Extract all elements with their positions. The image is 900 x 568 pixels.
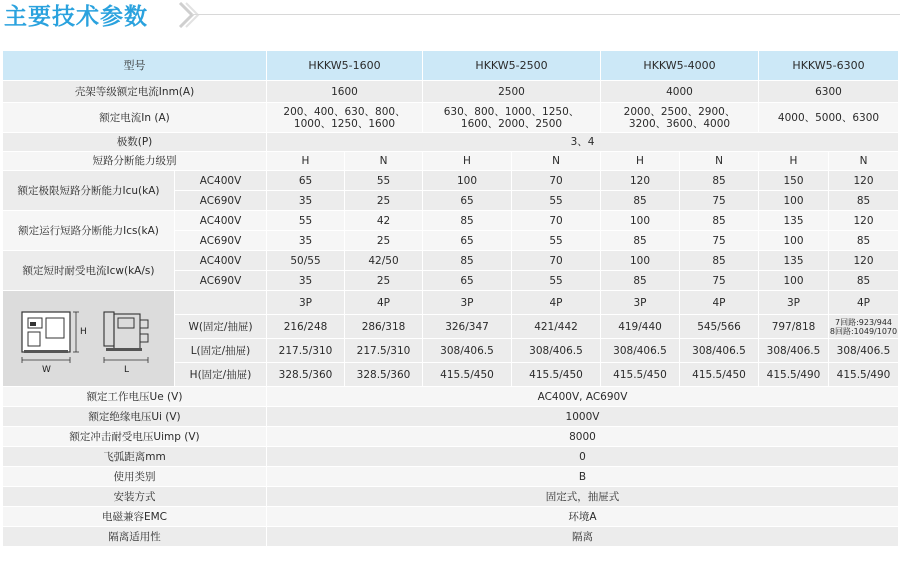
value-cell: 100	[423, 171, 512, 191]
value-cell: 120	[829, 251, 899, 271]
row-label: 额定极限短路分断能力Icu(kA)	[3, 171, 175, 211]
value-cell: 326/347	[423, 315, 512, 339]
table-row-arc	[3, 447, 899, 467]
value-cell: 70	[512, 171, 601, 191]
value-cell: 85	[680, 251, 759, 271]
value-cell: 100	[759, 231, 829, 251]
value-cell: 75	[680, 231, 759, 251]
row-label: 使用类别	[3, 467, 267, 487]
value-cell: H	[423, 152, 512, 171]
line: 630、800、1000、1250、	[443, 105, 580, 118]
dim-w-label: W	[41, 365, 51, 375]
value-cell: 3、4	[267, 133, 899, 152]
table-row-mounting	[3, 487, 899, 507]
value-cell: 4000	[601, 81, 759, 103]
dim-row-label: L(固定/抽屉)	[175, 339, 267, 363]
row-label: 额定电流In (A)	[3, 103, 267, 133]
row-label: 额定绝缘电压Ui (V)	[3, 407, 267, 427]
value-cell: H	[759, 152, 829, 171]
value-cell: N	[345, 152, 423, 171]
value-cell: 415.5/490	[759, 363, 829, 387]
value-cell: 85	[601, 231, 680, 251]
value-cell: 150	[759, 171, 829, 191]
line: 1600、2000、2500	[460, 117, 563, 130]
table-row-icu-400	[3, 171, 899, 191]
voltage-label: AC400V	[175, 171, 267, 191]
value-cell: 85	[601, 191, 680, 211]
value-cell: 固定式，抽屉式	[267, 487, 899, 507]
value-cell: 85	[423, 251, 512, 271]
table-row-poles	[3, 133, 899, 152]
breaker-dimension-drawing	[14, 294, 164, 380]
row-label: 额定短时耐受电流Icw(kA/s)	[3, 251, 175, 291]
voltage-label: AC400V	[175, 251, 267, 271]
value-cell: 286/318	[345, 315, 423, 339]
value-cell: 308/406.5	[759, 339, 829, 363]
model-4000: HKKW5-4000	[601, 51, 759, 81]
table-row-emc	[3, 507, 899, 527]
value-cell: 55	[267, 211, 345, 231]
row-label: 壳架等级额定电流Inm(A)	[3, 81, 267, 103]
value-cell: 415.5/450	[512, 363, 601, 387]
chevron-decoration-icon	[178, 2, 200, 32]
section-title: 主要技术参数	[4, 4, 148, 30]
value-cell: 42	[345, 211, 423, 231]
value-cell: 120	[829, 171, 899, 191]
row-label: 安装方式	[3, 487, 267, 507]
value-cell	[423, 103, 601, 133]
value-cell: 0	[267, 447, 899, 467]
pole-header: 4P	[345, 291, 423, 315]
value-cell: 70	[512, 251, 601, 271]
value-cell: 100	[601, 251, 680, 271]
value-cell: 65	[423, 271, 512, 291]
value-cell: H	[601, 152, 680, 171]
value-cell: 85	[680, 171, 759, 191]
title-divider	[192, 14, 900, 15]
value-cell: 85	[601, 271, 680, 291]
value-cell: 100	[759, 271, 829, 291]
value-cell: 25	[345, 271, 423, 291]
value-cell	[759, 103, 899, 133]
voltage-label: AC690V	[175, 231, 267, 251]
line: 3200、3600、4000	[628, 117, 731, 130]
dim-row-label: W(固定/抽屉)	[175, 315, 267, 339]
value-cell: 328.5/360	[267, 363, 345, 387]
value-cell	[829, 315, 899, 339]
table-row-frame-current	[3, 81, 899, 103]
value-cell: 415.5/450	[423, 363, 512, 387]
value-cell	[601, 103, 759, 133]
value-cell: 421/442	[512, 315, 601, 339]
dim-row-label: H(固定/抽屉)	[175, 363, 267, 387]
value-cell: 545/566	[680, 315, 759, 339]
table-row-ui	[3, 407, 899, 427]
dim-h-label: H	[79, 327, 87, 337]
pole-header: 3P	[759, 291, 829, 315]
voltage-label: AC690V	[175, 191, 267, 211]
value-cell: 217.5/310	[267, 339, 345, 363]
model-6300: HKKW5-6300	[759, 51, 899, 81]
value-cell: 70	[512, 211, 601, 231]
value-cell: 415.5/450	[680, 363, 759, 387]
value-cell: 85	[829, 271, 899, 291]
value-cell: 55	[512, 191, 601, 211]
pole-header: 4P	[680, 291, 759, 315]
value-cell: 65	[423, 231, 512, 251]
value-cell: 35	[267, 271, 345, 291]
value-cell: 隔离	[267, 527, 899, 547]
table-row-category	[3, 467, 899, 487]
value-cell: 217.5/310	[345, 339, 423, 363]
pole-header: 4P	[829, 291, 899, 315]
value-cell: 308/406.5	[829, 339, 899, 363]
value-cell: H	[267, 152, 345, 171]
table-row-uimp	[3, 427, 899, 447]
value-cell: AC400V, AC690V	[267, 387, 899, 407]
value-cell: 308/406.5	[512, 339, 601, 363]
value-cell: 35	[267, 231, 345, 251]
value-cell: B	[267, 467, 899, 487]
value-cell: 75	[680, 191, 759, 211]
table-row-icw-400	[3, 251, 899, 271]
table-row-rated-current	[3, 103, 899, 133]
line: 1000、1250、1600	[293, 117, 396, 130]
table-header-row	[3, 51, 899, 81]
value-cell: 1000V	[267, 407, 899, 427]
value-cell: 100	[759, 191, 829, 211]
row-label: 额定运行短路分断能力Ics(kA)	[3, 211, 175, 251]
voltage-label: AC400V	[175, 211, 267, 231]
line: 8回路:1049/1070	[829, 326, 898, 336]
value-cell: 35	[267, 191, 345, 211]
row-label: 电磁兼容EMC	[3, 507, 267, 527]
value-cell: 6300	[759, 81, 899, 103]
value-cell: 308/406.5	[601, 339, 680, 363]
value-cell: 65	[423, 191, 512, 211]
value-cell: 85	[829, 231, 899, 251]
pole-header: 3P	[267, 291, 345, 315]
pole-header: 4P	[512, 291, 601, 315]
pole-header: 3P	[423, 291, 512, 315]
table-row-isolation	[3, 527, 899, 547]
table-row-ics-400	[3, 211, 899, 231]
value-cell: 65	[267, 171, 345, 191]
value-cell: N	[680, 152, 759, 171]
value-cell: 120	[601, 171, 680, 191]
value-cell: 85	[829, 191, 899, 211]
blank-cell	[175, 291, 267, 315]
value-cell: 797/818	[759, 315, 829, 339]
model-2500: HKKW5-2500	[423, 51, 601, 81]
value-cell: 环境A	[267, 507, 899, 527]
value-cell: N	[829, 152, 899, 171]
value-cell: 50/55	[267, 251, 345, 271]
row-label: 隔离适用性	[3, 527, 267, 547]
value-cell: 308/406.5	[680, 339, 759, 363]
value-cell: 75	[680, 271, 759, 291]
line: 2000、2500、2900、	[623, 105, 736, 118]
voltage-label: AC690V	[175, 271, 267, 291]
value-cell: 216/248	[267, 315, 345, 339]
row-label: 极数(P)	[3, 133, 267, 152]
value-cell: 308/406.5	[423, 339, 512, 363]
section-title-bar	[0, 0, 900, 36]
line: 7回路:923/944	[834, 317, 893, 327]
value-cell: 42/50	[345, 251, 423, 271]
value-cell: 1600	[267, 81, 423, 103]
value-cell: 25	[345, 191, 423, 211]
row-label: 飞弧距离mm	[3, 447, 267, 467]
table-row-ue	[3, 387, 899, 407]
spec-table	[2, 50, 899, 547]
row-label: 额定冲击耐受电压Uimp (V)	[3, 427, 267, 447]
value-cell: 25	[345, 231, 423, 251]
model-1600: HKKW5-1600	[267, 51, 423, 81]
table-row-pole-header	[3, 291, 899, 315]
value-cell: 85	[680, 211, 759, 231]
table-row-breaking-level	[3, 152, 899, 171]
value-cell: 135	[759, 251, 829, 271]
value-cell: 419/440	[601, 315, 680, 339]
value-cell: 415.5/490	[829, 363, 899, 387]
value-cell: 55	[345, 171, 423, 191]
line: 4000、5000、6300	[777, 111, 880, 124]
value-cell: 328.5/360	[345, 363, 423, 387]
header-label: 型号	[3, 51, 267, 81]
value-cell: 120	[829, 211, 899, 231]
dim-l-label: L	[123, 365, 129, 375]
value-cell: N	[512, 152, 601, 171]
pole-header: 3P	[601, 291, 680, 315]
value-cell: 2500	[423, 81, 601, 103]
value-cell: 55	[512, 271, 601, 291]
line: 200、400、630、800、	[283, 105, 406, 118]
value-cell: 415.5/450	[601, 363, 680, 387]
value-cell: 8000	[267, 427, 899, 447]
dimension-figure-cell	[3, 291, 175, 387]
value-cell: 135	[759, 211, 829, 231]
row-label: 额定工作电压Ue (V)	[3, 387, 267, 407]
value-cell: 100	[601, 211, 680, 231]
value-cell: 85	[423, 211, 512, 231]
row-label: 短路分断能力级别	[3, 152, 267, 171]
value-cell	[267, 103, 423, 133]
value-cell: 55	[512, 231, 601, 251]
